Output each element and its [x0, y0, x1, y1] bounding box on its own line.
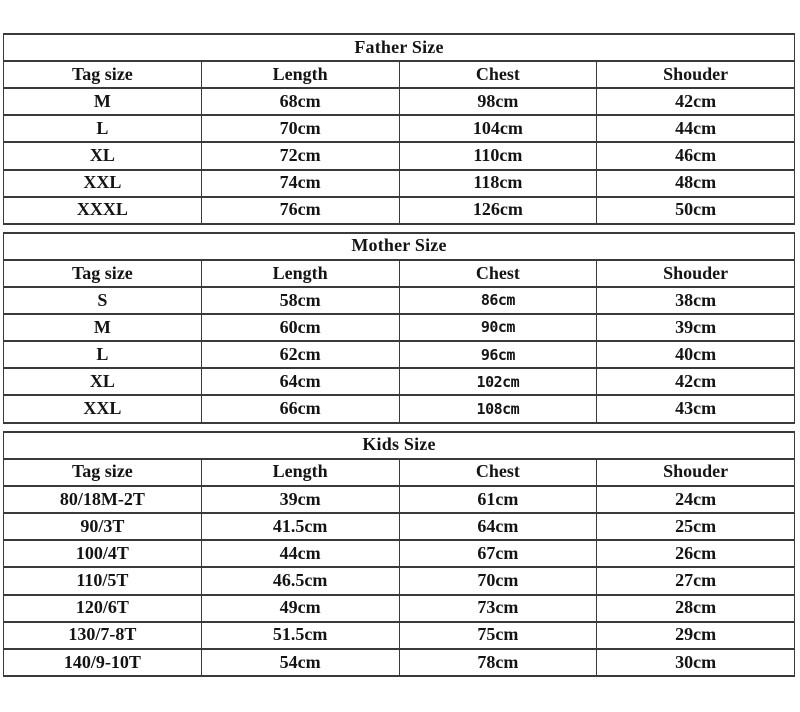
cell: XXL — [4, 395, 202, 422]
table-row — [4, 649, 795, 676]
cell: 68cm — [201, 88, 399, 115]
cell: L — [4, 341, 202, 368]
table-row — [4, 170, 795, 197]
cell: 90cm — [399, 314, 597, 341]
table-title: Father Size — [4, 34, 795, 61]
cell: 61cm — [399, 486, 597, 513]
table-row — [4, 395, 795, 422]
cell: 74cm — [201, 170, 399, 197]
table-title: Kids Size — [4, 432, 795, 459]
cell: 78cm — [399, 649, 597, 676]
cell: 38cm — [597, 287, 795, 314]
table-row — [4, 88, 795, 115]
cell: 70cm — [201, 115, 399, 142]
table-row — [4, 142, 795, 169]
cell: 42cm — [597, 368, 795, 395]
cell: 67cm — [399, 540, 597, 567]
cell: 58cm — [201, 287, 399, 314]
table-title-row — [4, 233, 795, 260]
cell: 118cm — [399, 170, 597, 197]
cell: 41.5cm — [201, 513, 399, 540]
cell: 102cm — [399, 368, 597, 395]
cell: 110cm — [399, 142, 597, 169]
cell: 80/18M-2T — [4, 486, 202, 513]
table-row — [4, 314, 795, 341]
cell: 140/9-10T — [4, 649, 202, 676]
cell: 73cm — [399, 595, 597, 622]
header-row — [4, 459, 795, 486]
cell: S — [4, 287, 202, 314]
table-row — [4, 341, 795, 368]
column-header-length: Length — [201, 459, 399, 486]
cell: 44cm — [597, 115, 795, 142]
cell: 46.5cm — [201, 567, 399, 594]
cell: 51.5cm — [201, 622, 399, 649]
table-row — [4, 197, 795, 224]
cell: L — [4, 115, 202, 142]
column-header-chest: Chest — [399, 61, 597, 88]
cell: 26cm — [597, 540, 795, 567]
column-header-length: Length — [201, 260, 399, 287]
cell: 24cm — [597, 486, 795, 513]
cell: 29cm — [597, 622, 795, 649]
cell: M — [4, 88, 202, 115]
cell: 75cm — [399, 622, 597, 649]
cell: 72cm — [201, 142, 399, 169]
cell: 86cm — [399, 287, 597, 314]
cell: 76cm — [201, 197, 399, 224]
father-size-table — [3, 33, 795, 225]
column-header-shouder: Shouder — [597, 61, 795, 88]
size-tables — [3, 33, 795, 677]
cell: 28cm — [597, 595, 795, 622]
cell: 110/5T — [4, 567, 202, 594]
cell: 48cm — [597, 170, 795, 197]
mother-size-table — [3, 232, 795, 424]
cell: 54cm — [201, 649, 399, 676]
cell: 46cm — [597, 142, 795, 169]
cell: 50cm — [597, 197, 795, 224]
cell: 43cm — [597, 395, 795, 422]
cell: 104cm — [399, 115, 597, 142]
column-header-chest: Chest — [399, 459, 597, 486]
table-row — [4, 115, 795, 142]
column-header-tag-size: Tag size — [4, 459, 202, 486]
column-header-chest: Chest — [399, 260, 597, 287]
cell: 64cm — [399, 513, 597, 540]
column-header-shouder: Shouder — [597, 260, 795, 287]
kids-size-table — [3, 431, 795, 678]
cell: 100/4T — [4, 540, 202, 567]
cell: 60cm — [201, 314, 399, 341]
table-row — [4, 287, 795, 314]
table-row — [4, 513, 795, 540]
cell: M — [4, 314, 202, 341]
table-row — [4, 622, 795, 649]
cell: 130/7-8T — [4, 622, 202, 649]
cell: 70cm — [399, 567, 597, 594]
cell: 66cm — [201, 395, 399, 422]
cell: XXL — [4, 170, 202, 197]
column-header-tag-size: Tag size — [4, 260, 202, 287]
cell: 30cm — [597, 649, 795, 676]
table-row — [4, 567, 795, 594]
cell: 120/6T — [4, 595, 202, 622]
cell: XXXL — [4, 197, 202, 224]
cell: 62cm — [201, 341, 399, 368]
table-title: Mother Size — [4, 233, 795, 260]
cell: 39cm — [597, 314, 795, 341]
column-header-tag-size: Tag size — [4, 61, 202, 88]
cell: XL — [4, 142, 202, 169]
cell: 98cm — [399, 88, 597, 115]
cell: 49cm — [201, 595, 399, 622]
cell: XL — [4, 368, 202, 395]
table-row — [4, 595, 795, 622]
table-row — [4, 540, 795, 567]
header-row — [4, 260, 795, 287]
cell: 96cm — [399, 341, 597, 368]
column-header-length: Length — [201, 61, 399, 88]
cell: 126cm — [399, 197, 597, 224]
table-row — [4, 486, 795, 513]
cell: 40cm — [597, 341, 795, 368]
header-row — [4, 61, 795, 88]
table-row — [4, 368, 795, 395]
cell: 39cm — [201, 486, 399, 513]
table-title-row — [4, 432, 795, 459]
cell: 44cm — [201, 540, 399, 567]
cell: 90/3T — [4, 513, 202, 540]
cell: 25cm — [597, 513, 795, 540]
table-title-row — [4, 34, 795, 61]
column-header-shouder: Shouder — [597, 459, 795, 486]
cell: 27cm — [597, 567, 795, 594]
cell: 108cm — [399, 395, 597, 422]
cell: 42cm — [597, 88, 795, 115]
cell: 64cm — [201, 368, 399, 395]
